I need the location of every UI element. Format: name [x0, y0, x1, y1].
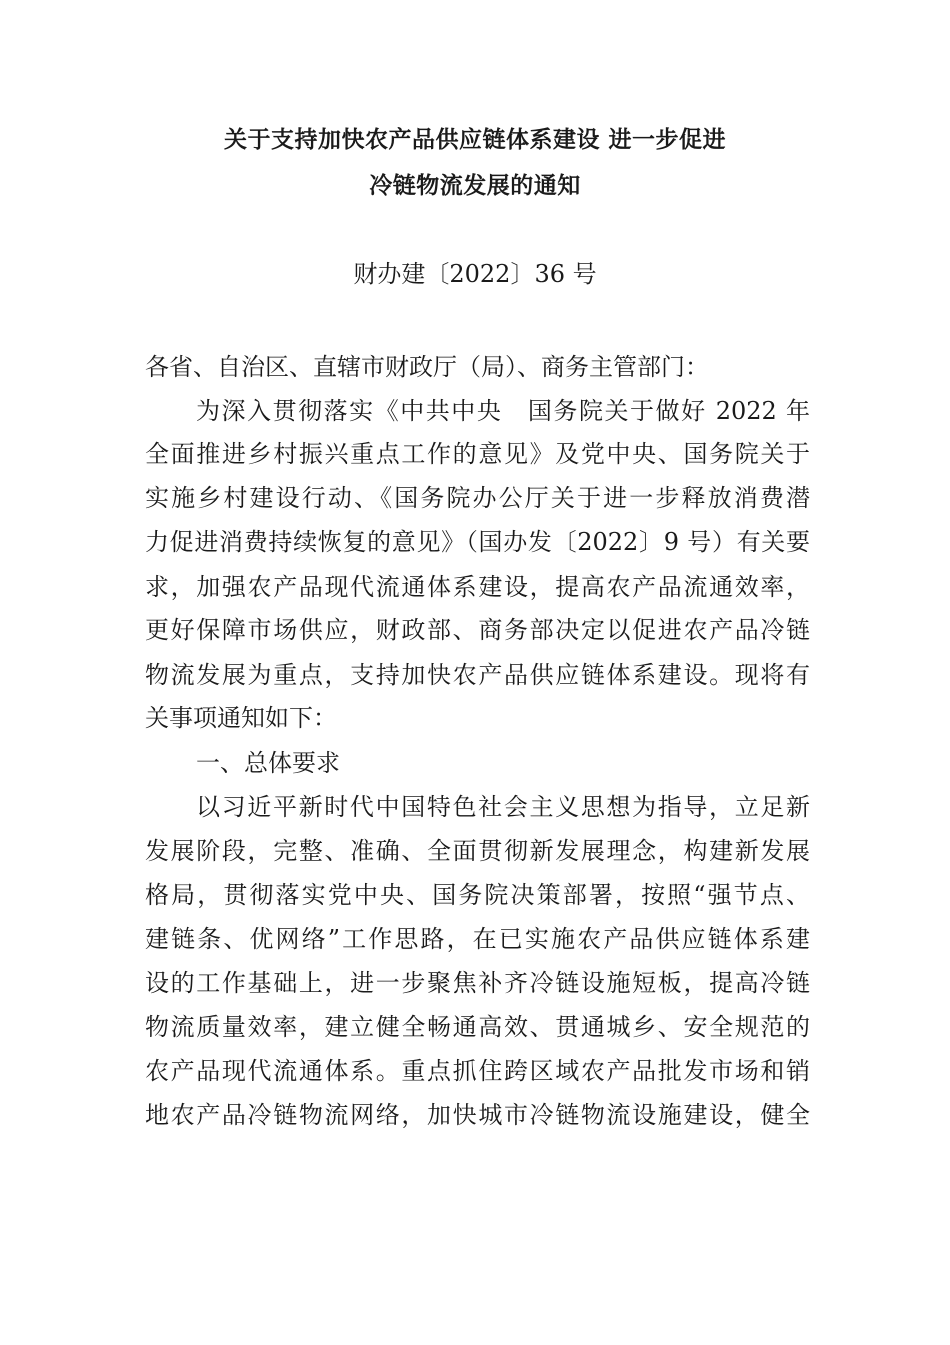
- intro-line: 更好保障市场供应，财政部、商务部决定以促进农产品冷链: [145, 616, 810, 644]
- intro-line: 求，加强农产品现代流通体系建设，提高农产品流通效率，: [145, 573, 810, 601]
- section-line: 地农产品冷链物流网络，加快城市冷链物流设施建设，健全: [145, 1101, 810, 1129]
- section-line: 以习近平新时代中国特色社会主义思想为指导，立足新: [196, 793, 810, 821]
- intro-line: 为深入贯彻落实《中共中央 国务院关于做好 2022 年: [196, 397, 810, 425]
- section-line: 设的工作基础上，进一步聚焦补齐冷链设施短板，提高冷链: [145, 969, 810, 997]
- section-line: 格局，贯彻落实党中央、国务院决策部署，按照“强节点、: [145, 881, 810, 909]
- section-line: 农产品现代流通体系。重点抓住跨区域农产品批发市场和销: [145, 1057, 810, 1085]
- section-line: 物流质量效率，建立健全畅通高效、贯通城乡、安全规范的: [145, 1013, 810, 1041]
- addressee: 各省、自治区、直辖市财政厅（局）、商务主管部门：: [145, 353, 709, 381]
- intro-line: 关事项通知如下：: [145, 704, 337, 732]
- section-line: 建链条、优网络”工作思路，在已实施农产品供应链体系建: [145, 925, 810, 953]
- section-line: 发展阶段，完整、准确、全面贯彻新发展理念，构建新发展: [145, 837, 810, 865]
- intro-line: 物流发展为重点，支持加快农产品供应链体系建设。现将有: [145, 661, 810, 689]
- document-title-line-1: 关于支持加快农产品供应链体系建设 进一步促进: [223, 127, 726, 153]
- intro-line: 实施乡村建设行动、《国务院办公厅关于进一步释放消费潜: [145, 484, 810, 512]
- intro-line: 力促进消费持续恢复的意见》（国办发〔2022〕9 号）有关要: [145, 528, 810, 556]
- document-number: 财办建〔2022〕36 号: [353, 260, 597, 288]
- section-heading: 一、总体要求: [196, 749, 340, 777]
- intro-line: 全面推进乡村振兴重点工作的意见》及党中央、国务院关于: [145, 440, 810, 468]
- document-title-line-2: 冷链物流发展的通知: [369, 173, 581, 199]
